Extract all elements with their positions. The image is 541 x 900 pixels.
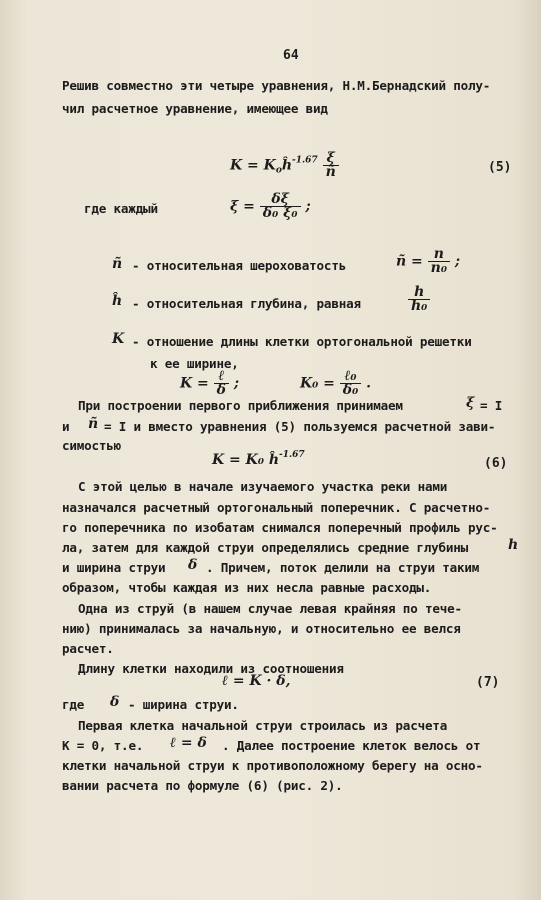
text-line-12: расчет. xyxy=(62,641,114,656)
text-line-18: вании расчета по формуле (6) (рис. 2). xyxy=(62,778,343,793)
text-line-13: Длину клетки находили из соотношения xyxy=(78,661,344,676)
text-where: где xyxy=(62,697,85,712)
page-number: 64 xyxy=(283,48,299,63)
equation-xi: ξ = $\frac{\delta\xi}{\text{δ₀ ξ₀}}$ ; xyxy=(230,191,311,221)
text-line-6: ла, затем для каждой струи определялись средние глубины xyxy=(62,540,469,555)
text-line-7: и ширина струи xyxy=(62,560,166,575)
text-line-instead: = I и вместо уравнения (5) пользуемся расчетной зави- xyxy=(104,419,496,434)
equation-k0-def: K₀ = $\frac{\text{ℓ₀}}{\text{δ₀}}$ . xyxy=(300,368,372,398)
text-roughness: - относительная шероховатость xyxy=(132,258,347,273)
symbol-k: K xyxy=(112,331,125,347)
text-ratio: - отношение длины клетки ортогональной решетки xyxy=(132,334,472,349)
equation-l-eq-b: ℓ = δ xyxy=(170,735,207,751)
equation-n-def: ñ = $\frac{n}{\text{n₀}}$ ; xyxy=(396,246,461,276)
equation-number-6: (6) xyxy=(484,456,508,471)
symbol-h-inline: h xyxy=(508,537,519,553)
text-line-14: Первая клетка начальной струи строилась из расчета xyxy=(78,718,448,733)
text-line-10: Одна из струй (в нашем случае левая крайняя по тече- xyxy=(78,601,462,616)
text-line-15: К = 0, т.е. xyxy=(62,738,144,753)
equation-number-5: (5) xyxy=(488,160,512,175)
text-eq-one: = I xyxy=(480,398,503,413)
text-line-1: Решив совместно эти четыре уравнения, Н.М.Бернадский полу- xyxy=(62,78,491,93)
text-line-16: . Далее построение клеток велось от xyxy=(222,738,481,753)
text-line-first-approx: При построении первого приближения принимаем xyxy=(78,398,403,413)
equation-5: $K = K_oĥ^{-1.67}$ $\frac{\xi}{ñ}$ xyxy=(230,152,339,179)
text-line-8: . Причем, поток делили на струи таким xyxy=(206,560,480,575)
text-line-3: С этой целью в начале изучаемого участка реки нами xyxy=(78,479,448,494)
equation-k-def: K = $\frac{\text{ℓ}}{\delta}$ ; xyxy=(180,368,240,398)
symbol-n-tilde: ñ xyxy=(112,256,123,272)
text-line-11: нию) принималась за начальную, и относительно ее велся xyxy=(62,621,461,636)
text-width-of-jet: - ширина струи. xyxy=(128,697,239,712)
symbol-h-tilde: ĥ xyxy=(112,293,123,309)
text-line-4: назначался расчетный ортогональный поперечник. С расчетно- xyxy=(62,500,491,515)
text-depth: - относительная глубина, равная xyxy=(132,296,361,311)
symbol-b-inline: δ xyxy=(188,557,198,573)
text-line-5: го поперечника по изобатам снимался поперечный профиль рус- xyxy=(62,520,498,535)
symbol-b-inline-2: δ xyxy=(110,694,120,710)
text-line-9: образом, чтобы каждая из них несла равные расходы. xyxy=(62,580,432,595)
text-to-width: к ее ширине, xyxy=(150,356,239,371)
text-line-2: чил расчетное уравнение, имеющее вид xyxy=(62,101,328,116)
text-where-each: где каждый xyxy=(84,201,158,216)
equation-6: K = K₀ $ĥ^{-1.67}$ xyxy=(212,450,305,468)
text-line-17: клетки начальной струи к противоположному берегу на осно- xyxy=(62,758,483,773)
equation-number-7: (7) xyxy=(476,675,500,690)
text-and: и xyxy=(62,419,70,434)
equation-7: ℓ = K · δ, xyxy=(222,673,291,689)
symbol-xi: ξ xyxy=(466,395,475,411)
text-dependence: симостью xyxy=(62,438,122,453)
equation-h-def: $\frac{h}{\text{h₀}}$ xyxy=(408,286,430,313)
symbol-n-tilde-2: ñ xyxy=(88,416,99,432)
